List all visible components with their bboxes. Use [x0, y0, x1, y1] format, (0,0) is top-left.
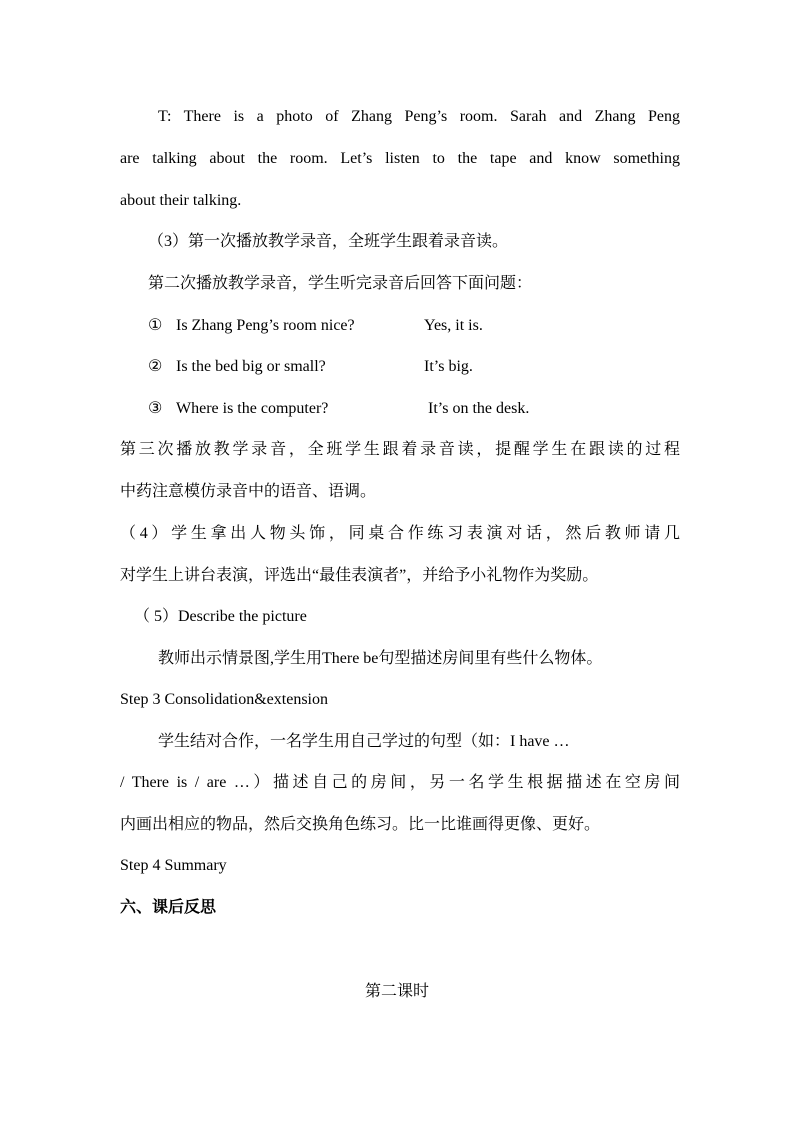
step-3-item: （3）第一次播放教学录音，全班学生跟着录音读。 [148, 233, 509, 250]
item-4-line-1: （4）学生拿出人物头饰，同桌合作练习表演对话，然后教师请几 [120, 525, 680, 542]
question-text: Where is the computer? [176, 400, 329, 417]
second-lesson-title: 第二课时 [364, 983, 429, 1000]
step-3-text-line-2: / There is / are …）描述自己的房间，另一名学生根据描述在空房间 [120, 774, 680, 791]
step-4-heading: Step 4 Summary [120, 857, 227, 874]
step-3-text-line-1: 学生结对合作，一名学生用自己学过的句型（如：I have … [158, 733, 570, 750]
paragraph-t-line-1: T: There is a photo of Zhang Peng’s room. Sarah and Zhang Peng [158, 108, 680, 125]
step-3-text-line-3: 内画出相应的物品，然后交换角色练习。比一比谁画得更像、更好。 [120, 816, 601, 833]
second-play-text: 第二次播放教学录音，学生听完录音后回答下面问题： [148, 275, 533, 292]
paragraph-t-line-2: are talking about the room. Let’s listen to the tape and know something [120, 150, 680, 167]
item-5-heading: （ 5）Describe the picture [134, 608, 307, 625]
third-play-line-2: 中药注意模仿录音中的语音、语调。 [120, 483, 377, 500]
question-text: Is Zhang Peng’s room nice? [176, 317, 355, 334]
section-6-heading: 六、课后反思 [120, 899, 217, 916]
item-5-text: 教师出示情景图,学生用There be句型描述房间里有些什么物体。 [158, 650, 603, 667]
question-marker: ③ [148, 400, 163, 417]
third-play-line-1: 第三次播放教学录音，全班学生跟着录音读，提醒学生在跟读的过程 [120, 441, 680, 458]
answer-text: Yes, it is. [424, 317, 483, 334]
step-3-heading: Step 3 Consolidation&extension [120, 691, 328, 708]
answer-text: It’s big. [424, 358, 473, 375]
answer-text: It’s on the desk. [428, 400, 530, 417]
question-marker: ② [148, 358, 163, 375]
item-4-line-2: 对学生上讲台表演，评选出“最佳表演者”，并给予小礼物作为奖励。 [120, 567, 599, 584]
question-text: Is the bed big or small? [176, 358, 326, 375]
paragraph-t-line-3: about their talking. [120, 192, 242, 209]
question-marker: ① [148, 317, 163, 334]
